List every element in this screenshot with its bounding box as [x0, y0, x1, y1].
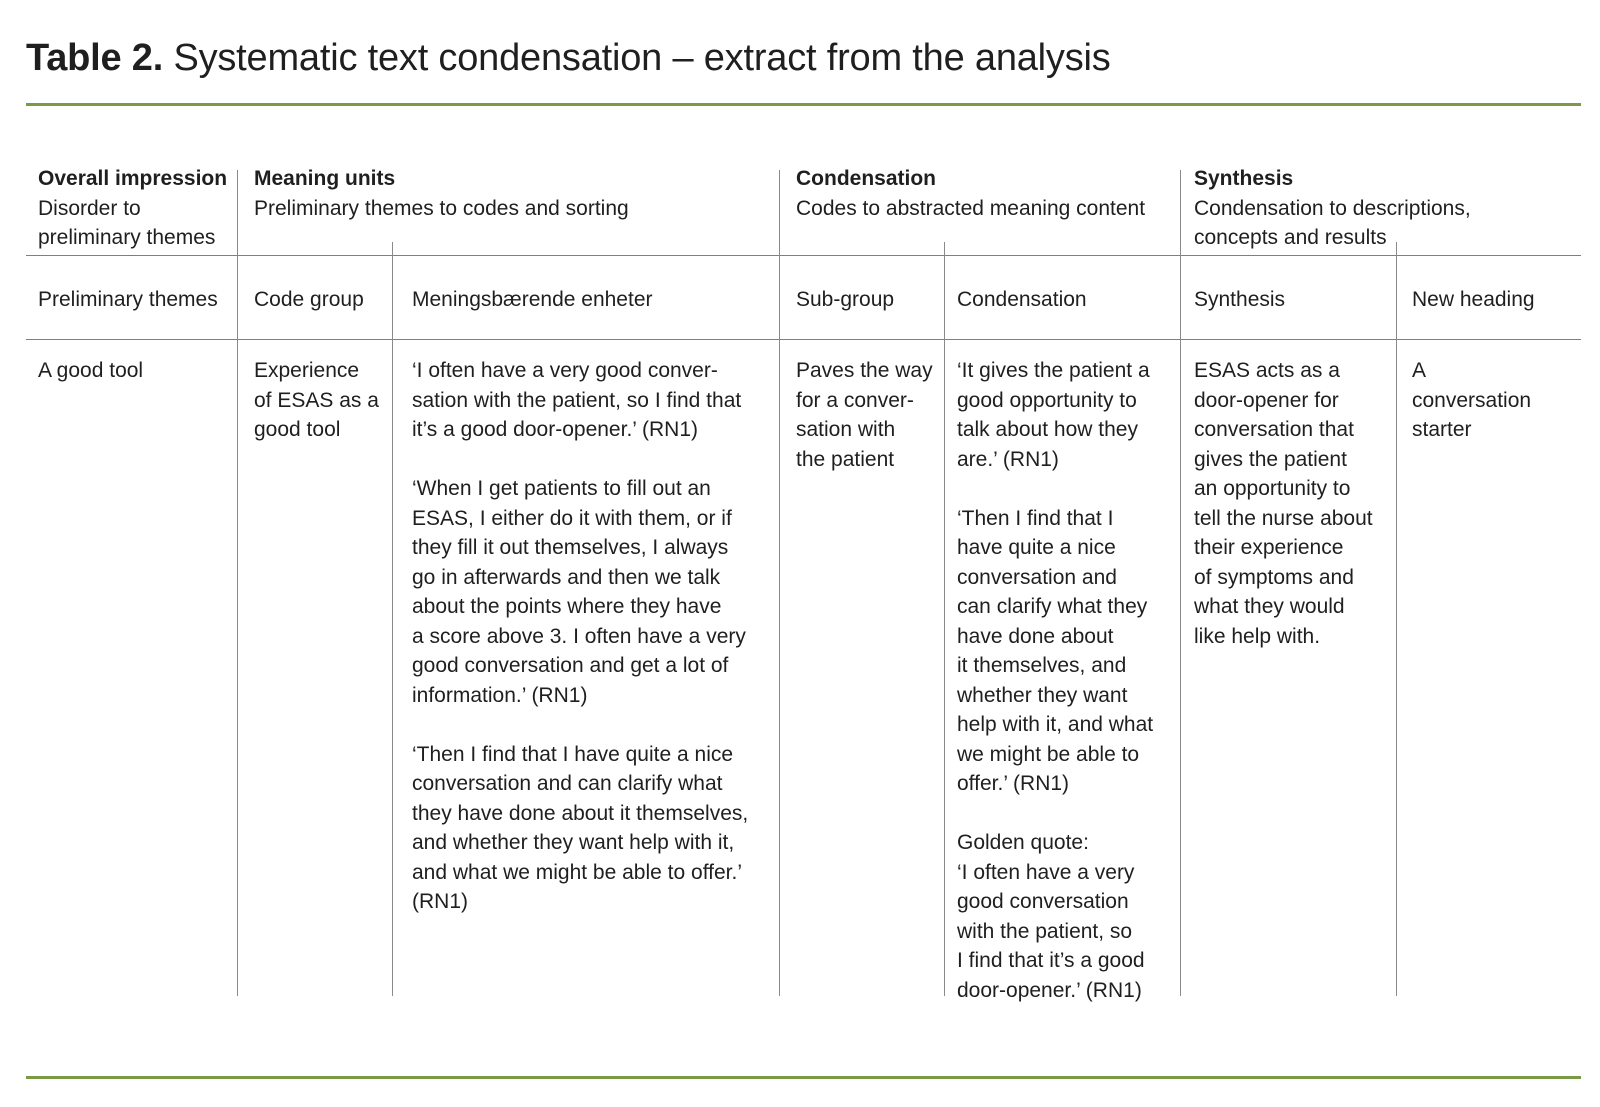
quote-line: a score above 3. I often have a very: [412, 624, 746, 648]
table-caption: Systematic text condensation – extract from the analysis: [173, 37, 1111, 79]
text-line: tell the nurse about: [1194, 506, 1373, 530]
text-line: A: [1412, 359, 1427, 382]
group-header-subtitle: concepts and results: [1194, 226, 1387, 249]
column-divider: [779, 170, 780, 996]
text-line: Paves the way: [796, 359, 933, 382]
quote-line: conversation and can clarify what: [412, 772, 723, 795]
column-divider: [392, 242, 393, 996]
column-header-new-heading: New heading: [1412, 288, 1535, 311]
column-header-preliminary-themes: Preliminary themes: [38, 288, 218, 311]
column-divider: [237, 170, 238, 996]
group-header-subtitle: Codes to abstracted meaning content: [796, 196, 1146, 220]
quote-line: I find that it’s a good: [957, 949, 1145, 972]
quote-line: whether they want: [957, 683, 1128, 707]
quote-line: sation with the patient, so I find that: [412, 388, 742, 412]
text-line: conversation that: [1194, 418, 1354, 441]
cell-new-heading: [1412, 356, 1582, 445]
cell-synthesis: [1194, 356, 1394, 651]
quote-line: we might be able to: [957, 742, 1140, 766]
text-line: good tool: [254, 418, 341, 441]
cell-code-group: [254, 356, 389, 445]
quote-line: ‘Then I find that I have quite a nice: [412, 742, 734, 766]
quote-line: help with it, and what: [957, 713, 1154, 736]
quote-line: they fill it out themselves, I always: [412, 536, 729, 559]
top-rule: [26, 103, 1581, 106]
group-header-synthesis: [1194, 164, 1574, 253]
column-header-meaning-units: Meningsbærende enheter: [412, 288, 653, 311]
column-divider: [944, 242, 945, 996]
quote-line: conversation and: [957, 565, 1117, 589]
quote-line: it’s a good door-opener.’ (RN1): [412, 418, 698, 441]
quote-line: door-opener.’ (RN1): [957, 978, 1142, 1002]
column-divider: [1180, 170, 1181, 996]
quote-line: (RN1): [412, 890, 468, 913]
text-line: gives the patient: [1194, 447, 1347, 471]
quote-line: it themselves, and: [957, 654, 1127, 677]
quote-line: are.’ (RN1): [957, 447, 1059, 471]
quote-line: ESAS, I either do it with them, or if: [412, 506, 732, 530]
quote-line: talk about how they: [957, 418, 1138, 441]
text-line: like help with.: [1194, 624, 1321, 648]
quote-line: ‘Then I find that I: [957, 506, 1114, 530]
text-line: the patient: [796, 447, 895, 471]
text-line: A good tool: [38, 359, 144, 382]
header-divider: [26, 255, 1581, 256]
group-header-subtitle: preliminary themes: [38, 226, 216, 249]
group-header-title: Meaning units: [254, 167, 396, 190]
cell-preliminary-themes: [38, 356, 233, 386]
column-header-divider: [26, 339, 1581, 340]
text-line: sation with: [796, 418, 896, 441]
group-header-title: Overall impression: [38, 167, 228, 190]
group-header-condensation: [796, 164, 1176, 223]
column-header-synthesis: Synthesis: [1194, 288, 1286, 311]
text-line: starter: [1412, 418, 1472, 441]
quote-line: have quite a nice: [957, 536, 1116, 559]
quote-line: good conversation and get a lot of: [412, 654, 729, 677]
quote-line: Golden quote:: [957, 831, 1089, 854]
text-line: conversation: [1412, 388, 1532, 412]
text-line: Experience: [254, 359, 360, 382]
quote-line: and what we might be able to offer.’: [412, 860, 742, 884]
quote-line: good conversation: [957, 890, 1129, 913]
cell-condensation: [957, 356, 1177, 1005]
column-divider: [1396, 242, 1397, 996]
text-line: an opportunity to: [1194, 477, 1351, 500]
quote-line: ‘I often have a very good conver-: [412, 359, 718, 382]
group-header-subtitle: Condensation to descriptions,: [1194, 196, 1471, 220]
text-line: door-opener for: [1194, 388, 1339, 412]
quote-line: go in afterwards and then we talk: [412, 565, 721, 589]
group-header-title: Condensation: [796, 167, 936, 190]
bottom-rule: [26, 1076, 1581, 1079]
quote-line: with the patient, so: [957, 919, 1133, 943]
quote-line: and whether they want help with it,: [412, 831, 735, 854]
column-header-condensation: Condensation: [957, 288, 1087, 311]
text-line: for a conver-: [796, 388, 914, 412]
quote-line: offer.’ (RN1): [957, 772, 1070, 795]
quote-line: information.’ (RN1): [412, 683, 588, 707]
cell-meaning-units: [412, 356, 777, 917]
table-title: [26, 34, 1111, 82]
text-line: what they would: [1194, 595, 1345, 618]
column-header-sub-group: Sub-group: [796, 288, 895, 311]
text-line: of symptoms and: [1194, 565, 1354, 589]
group-header-subtitle: Preliminary themes to codes and sorting: [254, 196, 629, 220]
quote-line: they have done about it themselves,: [412, 801, 749, 825]
quote-line: about the points where they have: [412, 595, 722, 618]
text-line: their experience: [1194, 536, 1344, 559]
group-header-overall-impression: [38, 164, 233, 253]
group-header-title: Synthesis: [1194, 167, 1294, 190]
cell-sub-group: [796, 356, 941, 474]
text-line: of ESAS as a: [254, 388, 379, 412]
column-header-code-group: Code group: [254, 288, 364, 311]
quote-line: ‘It gives the patient a: [957, 359, 1150, 382]
quote-line: can clarify what they: [957, 595, 1148, 618]
quote-line: ‘I often have a very: [957, 860, 1135, 884]
group-header-meaning-units: [254, 164, 764, 223]
quote-line: have done about: [957, 624, 1114, 648]
quote-line: ‘When I get patients to fill out an: [412, 477, 711, 500]
table-number: Table 2.: [26, 37, 164, 79]
group-header-subtitle: Disorder to: [38, 196, 141, 220]
text-line: ESAS acts as a: [1194, 359, 1340, 382]
quote-line: good opportunity to: [957, 388, 1137, 412]
